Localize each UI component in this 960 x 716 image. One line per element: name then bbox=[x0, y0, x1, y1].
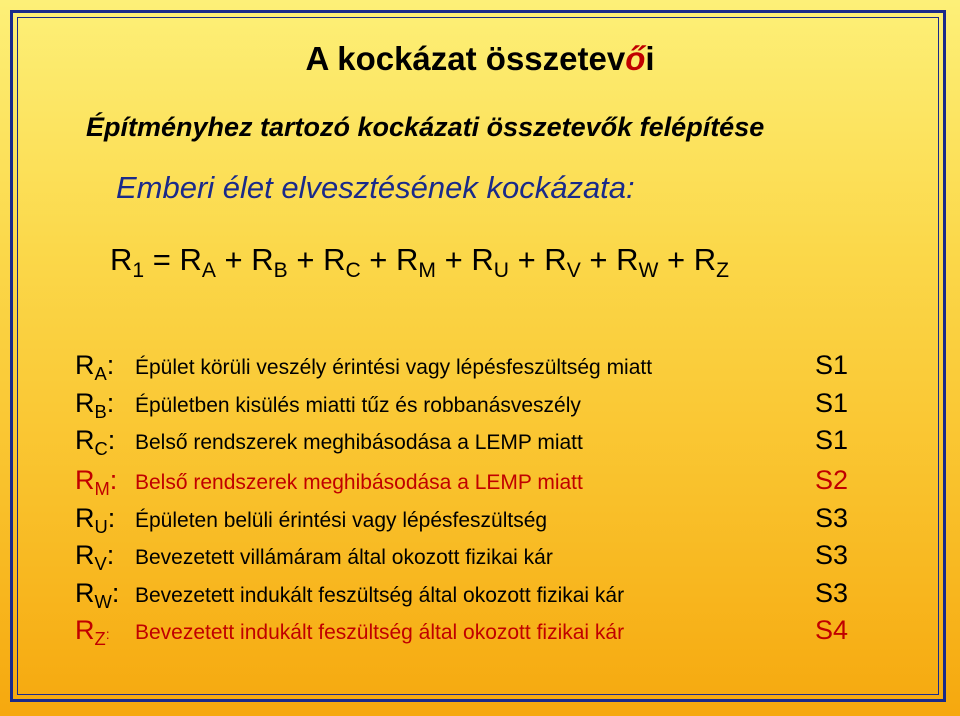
risk-description: Belső rendszerek meghibásodása a LEMP miatt bbox=[135, 471, 583, 494]
risk-source-code: S1 bbox=[815, 388, 849, 418]
risk-description: Bevezetett indukált feszültség által okozott fizikai kár bbox=[135, 584, 625, 607]
risk-symbol: $R_W$: bbox=[75, 578, 120, 613]
risk-row-u bbox=[75, 503, 875, 539]
risk-row-w bbox=[75, 578, 875, 614]
risk-row-z bbox=[75, 615, 875, 651]
risk-symbol: $R_A$: bbox=[75, 350, 115, 385]
slide-title: A kockázat összetevői bbox=[305, 40, 655, 77]
risk-symbol: $R_Z$: bbox=[75, 615, 110, 650]
risk-source-code: S4 bbox=[815, 615, 849, 645]
risk-row-m bbox=[75, 465, 875, 501]
slide-subtitle: Építményhez tartozó kockázati összetevők felépítése bbox=[86, 112, 765, 142]
risk-description: Bevezetett villámáram által okozott fizikai kár bbox=[135, 546, 553, 569]
risk-symbol: $R_B$: bbox=[75, 388, 115, 423]
risk-description: Belső rendszerek meghibásodása a LEMP miatt bbox=[135, 431, 583, 454]
risk-symbol: $R_C$: bbox=[75, 425, 116, 460]
risk-row-c bbox=[75, 425, 875, 461]
risk-row-a bbox=[75, 350, 875, 386]
risk-description: Bevezetett indukált feszültség által okozott fizikai kár bbox=[135, 621, 625, 644]
risk-symbol: $R_M$: bbox=[75, 465, 118, 500]
risk-source-code: S1 bbox=[815, 425, 849, 455]
risk-source-code: S3 bbox=[815, 540, 849, 570]
risk-source-code: S1 bbox=[815, 350, 849, 380]
risk-source-code: S2 bbox=[815, 465, 849, 495]
risk-source-code: S3 bbox=[815, 578, 849, 608]
risk-symbol: $R_U$: bbox=[75, 503, 116, 538]
risk-description: Épületen belüli érintési vagy lépésfeszültség bbox=[135, 509, 548, 532]
section-heading: Emberi élet elvesztésének kockázata: bbox=[116, 170, 635, 205]
risk-formula: $R_1 = R_A + R_B + R_C + R_M + R_U + R_V + R_W + R_Z$ bbox=[110, 242, 730, 283]
risk-description: Épületben kisülés miatti tűz és robbanásveszély bbox=[135, 394, 581, 417]
risk-source-code: S3 bbox=[815, 503, 849, 533]
risk-description: Épület körüli veszély érintési vagy lépésfeszültség miatt bbox=[135, 356, 653, 379]
risk-row-b bbox=[75, 388, 875, 424]
risk-row-v bbox=[75, 540, 875, 576]
risk-symbol: $R_V$: bbox=[75, 540, 115, 575]
